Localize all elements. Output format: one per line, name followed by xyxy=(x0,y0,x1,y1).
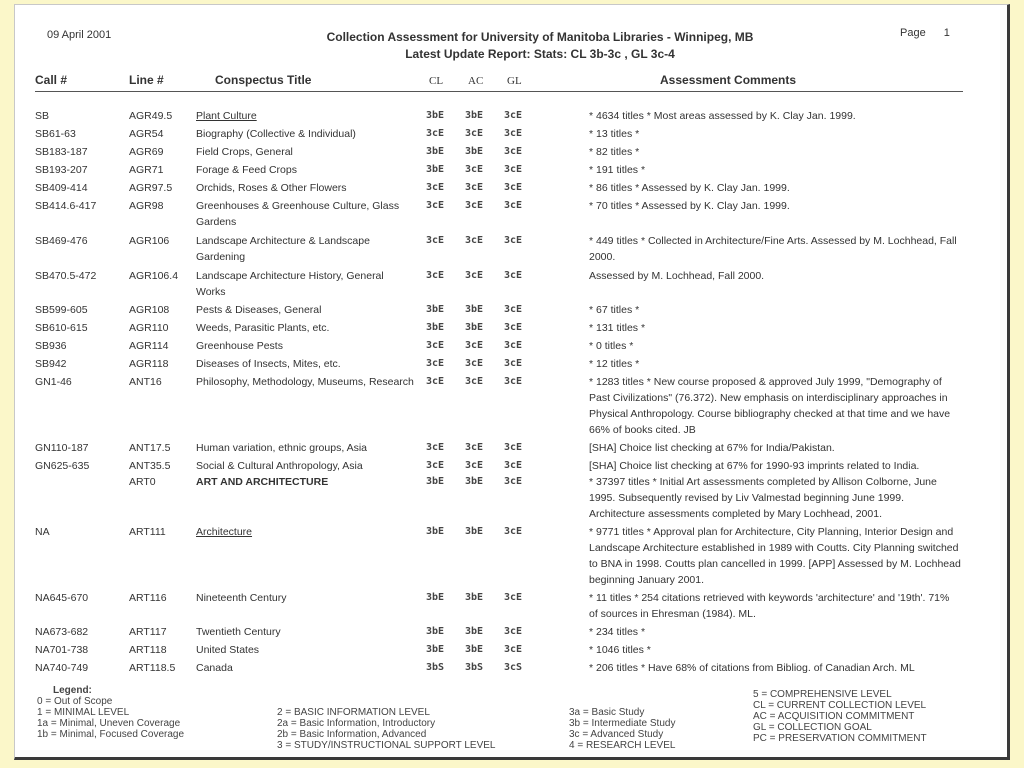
comment-cell: * 234 titles * xyxy=(589,626,646,638)
title-cell: Weeds, Parasitic Plants, etc. xyxy=(196,322,330,334)
legend-item: 2b = Basic Information, Advanced xyxy=(277,729,427,740)
legend-item: 1 = MINIMAL LEVEL xyxy=(37,707,130,718)
line-cell: ANT17.5 xyxy=(129,442,171,454)
line-cell: AGR97.5 xyxy=(129,182,173,194)
report-date: 09 April 2001 xyxy=(47,29,112,41)
line-cell: AGR71 xyxy=(129,164,164,176)
report-subtitle: Latest Update Report: Stats: CL 3b-3c , GL 3c-4 xyxy=(405,47,675,61)
col-header-cl: CL xyxy=(429,75,444,87)
ac-cell: 3cE xyxy=(465,358,484,369)
comment-cell: * 449 titles * Collected in Architecture/Fine Arts. Assessed by M. Lochhead, Fall 2000. xyxy=(589,235,957,263)
legend-item: 3c = Advanced Study xyxy=(569,729,664,740)
ac-cell: 3cE xyxy=(465,460,484,471)
ac-cell: 3bE xyxy=(465,476,484,487)
ac-cell: 3bE xyxy=(465,526,484,537)
gl-cell: 3cS xyxy=(504,662,523,673)
col-header-comments: Assessment Comments xyxy=(660,73,797,87)
legend-item: 1b = Minimal, Focused Coverage xyxy=(37,729,185,740)
call-cell: NA673-682 xyxy=(35,626,89,638)
ac-cell: 3cE xyxy=(465,340,484,351)
cl-cell: 3bE xyxy=(426,526,445,537)
gl-cell: 3cE xyxy=(504,592,523,603)
cl-cell: 3cE xyxy=(426,200,445,211)
title-cell: Twentieth Century xyxy=(196,626,281,638)
comment-cell: * 82 titles * xyxy=(589,146,640,158)
call-cell: NA645-670 xyxy=(35,592,89,604)
report-title-block xyxy=(305,29,775,63)
cl-cell: 3bE xyxy=(426,626,445,637)
title-cell: United States xyxy=(196,644,260,656)
comment-cell: * 9771 titles * Approval plan for Architecture, City Planning, Interior Design and Landscape Architecture established in 1989 with Coutts. City Planning switched to BNA in 1998. Coutts plan cancelled in 1999. [APP] Assessed by M. Lochhead beginning January 2001. xyxy=(589,526,961,586)
gl-cell: 3cE xyxy=(504,626,523,637)
gl-cell: 3cE xyxy=(504,526,523,537)
legend-item: CL = CURRENT COLLECTION LEVEL xyxy=(753,700,927,711)
line-cell: AGR54 xyxy=(129,128,164,140)
ac-cell: 3bE xyxy=(465,146,484,157)
cl-cell: 3cE xyxy=(426,442,445,453)
comment-cell: * 12 titles * xyxy=(589,358,640,370)
ac-cell: 3bS xyxy=(465,662,484,673)
legend-item: 3a = Basic Study xyxy=(569,707,645,718)
comment-cell: [SHA] Choice list checking at 67% for India/Pakistan. xyxy=(589,442,835,454)
call-cell: NA701-738 xyxy=(35,644,89,656)
comment-cell: * 1046 titles * xyxy=(589,644,651,656)
line-cell: AGR69 xyxy=(129,146,164,158)
cl-cell: 3cE xyxy=(426,270,445,281)
legend-item: 3b = Intermediate Study xyxy=(569,718,676,729)
ac-cell: 3cE xyxy=(465,442,484,453)
ac-cell: 3cE xyxy=(465,128,484,139)
call-cell: SB610-615 xyxy=(35,322,88,334)
ac-cell: 3cE xyxy=(465,235,484,246)
line-cell: ART118.5 xyxy=(129,662,176,674)
title-cell: Field Crops, General xyxy=(196,146,293,158)
cl-cell: 3cE xyxy=(426,128,445,139)
call-cell: SB469-476 xyxy=(35,235,88,247)
gl-cell: 3cE xyxy=(504,235,523,246)
legend-item: 5 = COMPREHENSIVE LEVEL xyxy=(753,689,892,700)
col-header-line: Line # xyxy=(129,73,164,87)
call-cell: NA xyxy=(35,526,50,538)
comment-cell: * 13 titles * xyxy=(589,128,640,140)
gl-cell: 3cE xyxy=(504,358,523,369)
legend-col-1 xyxy=(37,685,184,740)
cl-cell: 3bE xyxy=(426,592,445,603)
call-cell: SB61-63 xyxy=(35,128,76,140)
legend-item: 1a = Minimal, Uneven Coverage xyxy=(37,718,181,729)
call-cell: GN110-187 xyxy=(35,442,89,454)
gl-cell: 3cE xyxy=(504,442,523,453)
line-cell: AGR106 xyxy=(129,235,170,247)
cl-cell: 3bE xyxy=(426,304,445,315)
gl-cell: 3cE xyxy=(504,146,523,157)
title-cell: Diseases of Insects, Mites, etc. xyxy=(196,358,341,370)
gl-cell: 3cE xyxy=(504,376,523,387)
legend-item: AC = ACQUISITION COMMITMENT xyxy=(753,711,915,722)
gl-cell: 3cE xyxy=(504,270,523,281)
title-cell: Forage & Feed Crops xyxy=(196,164,297,176)
gl-cell: 3cE xyxy=(504,644,523,655)
legend-item: 2 = BASIC INFORMATION LEVEL xyxy=(277,707,430,718)
ac-cell: 3cE xyxy=(465,200,484,211)
cl-cell: 3cE xyxy=(426,340,445,351)
gl-cell: 3cE xyxy=(504,476,523,487)
gl-cell: 3cE xyxy=(504,340,523,351)
ac-cell: 3bE xyxy=(465,304,484,315)
legend-item: 3 = STUDY/INSTRUCTIONAL SUPPORT LEVEL xyxy=(277,740,496,751)
comment-cell: * 67 titles * xyxy=(589,304,640,316)
line-cell: AGR108 xyxy=(129,304,170,316)
header-divider xyxy=(35,91,963,92)
gl-cell: 3cE xyxy=(504,322,523,333)
ac-cell: 3cE xyxy=(465,182,484,193)
ac-cell: 3cE xyxy=(465,376,484,387)
title-cell: Greenhouse Pests xyxy=(196,340,283,352)
call-cell: SB183-187 xyxy=(35,146,88,158)
ac-cell: 3bE xyxy=(465,644,484,655)
comment-cell: * 1283 titles * New course proposed & approved July 1999, "Demography of Past Civilizations" (76.372). New emphasis on interdisciplinary approaches in Physical Anthropology. Course bibliography checked at that time and we have 66% of books cited. JB xyxy=(589,376,951,436)
cl-cell: 3bS xyxy=(426,662,445,673)
comment-cell: Assessed by M. Lochhead, Fall 2000. xyxy=(589,270,765,282)
cl-cell: 3cE xyxy=(426,376,445,387)
legend-col-2 xyxy=(277,707,496,751)
line-cell: ART111 xyxy=(129,526,166,538)
call-cell: SB xyxy=(35,110,50,122)
comment-cell: * 70 titles * Assessed by K. Clay Jan. 1999. xyxy=(589,200,790,212)
cl-cell: 3bE xyxy=(426,164,445,175)
cl-cell: 3bE xyxy=(426,644,445,655)
legend-col-3 xyxy=(569,707,675,751)
comment-cell: * 206 titles * Have 68% of citations from Bibliog. of Canadian Arch. ML xyxy=(589,662,915,674)
gl-cell: 3cE xyxy=(504,182,523,193)
call-cell: SB193-207 xyxy=(35,164,88,176)
gl-cell: 3cE xyxy=(504,164,523,175)
cl-cell: 3bE xyxy=(426,110,445,121)
line-cell: AGR106.4 xyxy=(129,270,179,282)
cl-cell: 3cE xyxy=(426,358,445,369)
legend-item: GL = COLLECTION GOAL xyxy=(753,722,872,733)
ac-cell: 3bE xyxy=(465,626,484,637)
page-indicator xyxy=(900,27,950,39)
title-cell: ART AND ARCHITECTURE xyxy=(196,476,329,488)
legend-item: 2a = Basic Information, Introductory xyxy=(277,718,436,729)
gl-cell: 3cE xyxy=(504,304,523,315)
cl-cell: 3cE xyxy=(426,235,445,246)
report-title: Collection Assessment for University of Manitoba Libraries - Winnipeg, MB xyxy=(326,30,754,44)
legend-item: PC = PRESERVATION COMMITMENT xyxy=(753,733,927,744)
page-label: Page xyxy=(900,27,926,39)
cl-cell: 3bE xyxy=(426,476,445,487)
call-cell: NA740-749 xyxy=(35,662,89,674)
comment-cell: * 191 titles * xyxy=(589,164,646,176)
legend-item: 0 = Out of Scope xyxy=(37,696,113,707)
cl-cell: 3cE xyxy=(426,182,445,193)
title-cell: Social & Cultural Anthropology, Asia xyxy=(196,460,363,472)
ac-cell: 3bE xyxy=(465,322,484,333)
line-cell: ANT35.5 xyxy=(129,460,171,472)
comment-cell: * 131 titles * xyxy=(589,322,646,334)
title-cell: Pests & Diseases, General xyxy=(196,304,322,316)
legend-title: Legend: xyxy=(53,685,92,696)
legend-item: 4 = RESEARCH LEVEL xyxy=(569,740,676,751)
comment-cell: [SHA] Choice list checking at 67% for 1990-93 imprints related to India. xyxy=(589,460,920,472)
title-cell: Nineteenth Century xyxy=(196,592,287,604)
comment-cell: * 4634 titles * Most areas assessed by K. Clay Jan. 1999. xyxy=(589,110,856,122)
ac-cell: 3bE xyxy=(465,110,484,121)
title-cell: Landscape Architecture & Landscape Gardening xyxy=(196,235,370,263)
line-cell: ART117 xyxy=(129,626,167,638)
call-cell: SB936 xyxy=(35,340,67,352)
call-cell: GN625-635 xyxy=(35,460,90,472)
title-cell: Landscape Architecture History, General Works xyxy=(196,270,384,298)
call-cell: GN1-46 xyxy=(35,376,72,388)
call-cell: SB414.6-417 xyxy=(35,200,97,212)
title-cell: Greenhouses & Greenhouse Culture, Glass Gardens xyxy=(196,200,400,228)
line-cell: AGR98 xyxy=(129,200,164,212)
gl-cell: 3cE xyxy=(504,460,523,471)
col-header-call: Call # xyxy=(35,73,68,87)
title-cell: Human variation, ethnic groups, Asia xyxy=(196,442,368,454)
ac-cell: 3bE xyxy=(465,592,484,603)
line-cell: AGR49.5 xyxy=(129,110,173,122)
cl-cell: 3bE xyxy=(426,322,445,333)
cl-cell: 3bE xyxy=(426,146,445,157)
gl-cell: 3cE xyxy=(504,200,523,211)
ac-cell: 3cE xyxy=(465,270,484,281)
title-cell: Philosophy, Methodology, Museums, Research xyxy=(196,376,414,388)
cl-cell: 3cE xyxy=(426,460,445,471)
col-header-gl: GL xyxy=(507,75,522,87)
line-cell: AGR118 xyxy=(129,358,169,370)
title-cell: Canada xyxy=(196,662,233,674)
col-header-title: Conspectus Title xyxy=(215,73,312,87)
line-cell: ART118 xyxy=(129,644,167,656)
comment-cell: * 0 titles * xyxy=(589,340,634,352)
col-header-ac: AC xyxy=(468,75,484,87)
line-cell: AGR114 xyxy=(129,340,169,352)
line-cell: AGR110 xyxy=(129,322,169,334)
title-cell: Architecture xyxy=(196,526,253,538)
call-cell: SB942 xyxy=(35,358,67,370)
line-cell: ART0 xyxy=(129,476,156,488)
gl-cell: 3cE xyxy=(504,110,523,121)
call-cell: SB599-605 xyxy=(35,304,88,316)
call-cell: SB470.5-472 xyxy=(35,270,97,282)
comment-cell: * 86 titles * Assessed by K. Clay Jan. 1999. xyxy=(589,182,790,194)
legend-col-4 xyxy=(753,689,927,744)
line-cell: ART116 xyxy=(129,592,167,604)
title-cell: Orchids, Roses & Other Flowers xyxy=(196,182,347,194)
comment-cell: * 37397 titles * Initial Art assessments completed by Allison Colborne, June 1995. Subsequently revised by Liv Valmestad beginning June 1999. Architecture assessments completed by Mary Lochhead, 2001. xyxy=(589,476,937,520)
call-cell: SB409-414 xyxy=(35,182,88,194)
ac-cell: 3cE xyxy=(465,164,484,175)
comment-cell: * 11 titles * 254 citations retrieved with keywords 'architecture' and '19th'. 71% of sources in Ehresman (1984). ML. xyxy=(589,592,950,620)
page-number: 1 xyxy=(943,27,950,39)
title-cell: Biography (Collective & Individual) xyxy=(196,128,356,140)
report-page xyxy=(14,4,1010,760)
title-cell: Plant Culture xyxy=(196,110,257,122)
gl-cell: 3cE xyxy=(504,128,523,139)
line-cell: ANT16 xyxy=(129,376,162,388)
